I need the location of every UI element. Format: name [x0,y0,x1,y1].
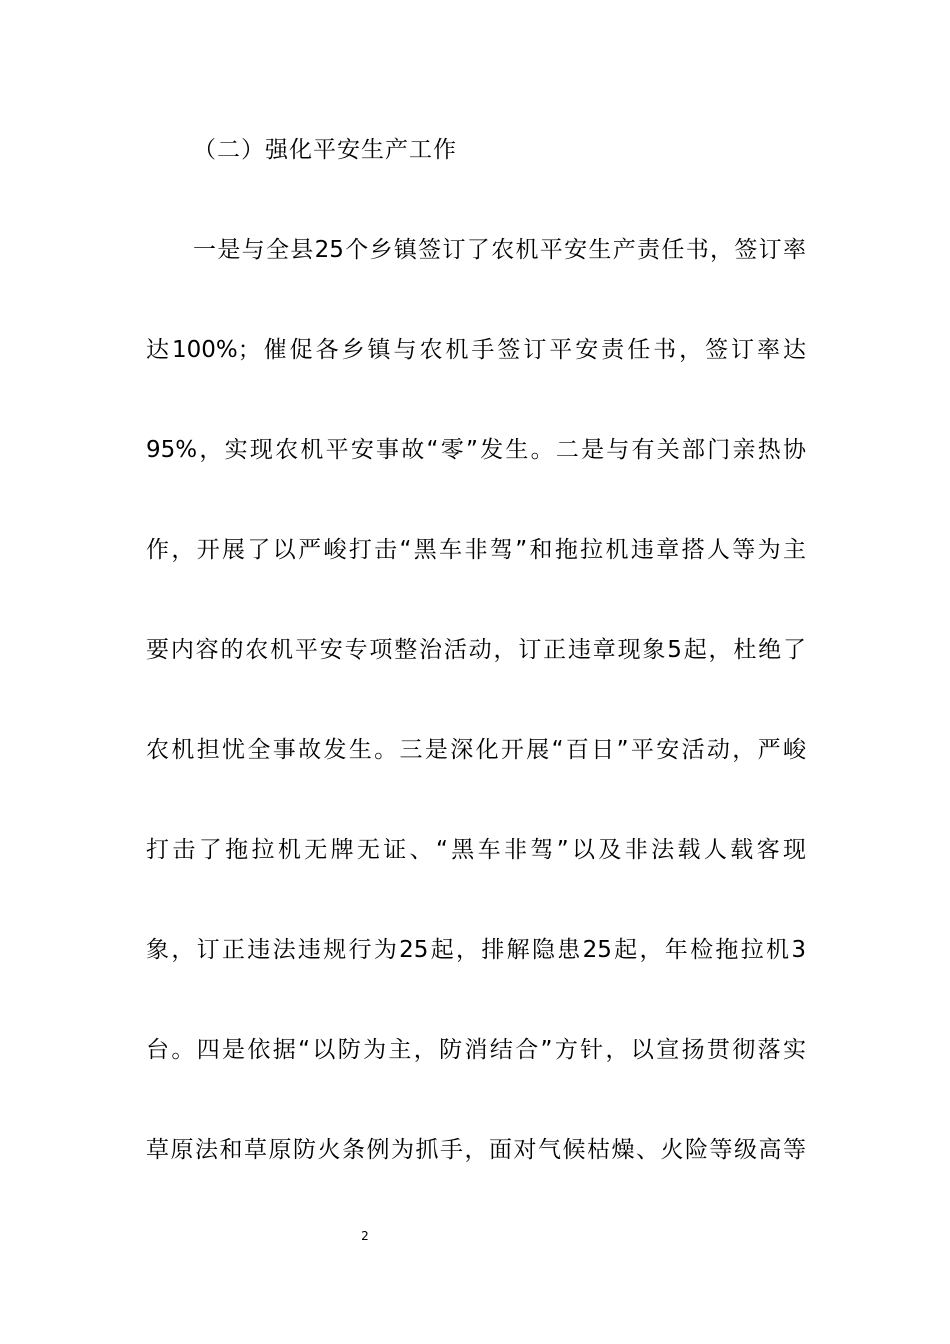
paragraph-line: 草原法和草原防火条例为抓手，面对气候枯燥、火险等级高等 [146,1137,806,1163]
page-number: 2 [361,1229,369,1243]
paragraph-line: 象，订正违法违规行为25起，排解隐患25起，年检拖拉机3 [146,937,806,963]
paragraph-line: 农机担忧全事故发生。三是深化开展“百日”平安活动，严峻 [146,737,806,763]
paragraph-line: 打击了拖拉机无牌无证、“黑车非驾”以及非法载人载客现 [146,837,806,863]
section-heading: （二）强化平安生产工作 [193,137,457,163]
paragraph-line: 要内容的农机平安专项整治活动，订正违章现象5起，杜绝了 [146,637,806,663]
paragraph-line: 一是与全县25个乡镇签订了农机平安生产责任书，签订率 [193,237,806,263]
paragraph-line: 作，开展了以严峻打击“黑车非驾”和拖拉机违章搭人等为主 [146,537,806,563]
paragraph-line: 95%，实现农机平安事故“零”发生。二是与有关部门亲热协 [146,437,806,463]
paragraph-line: 达100%；催促各乡镇与农机手签订平安责任书，签订率达 [146,337,806,363]
paragraph-line: 台。四是依据“以防为主，防消结合”方针，以宣扬贯彻落实 [146,1037,806,1063]
